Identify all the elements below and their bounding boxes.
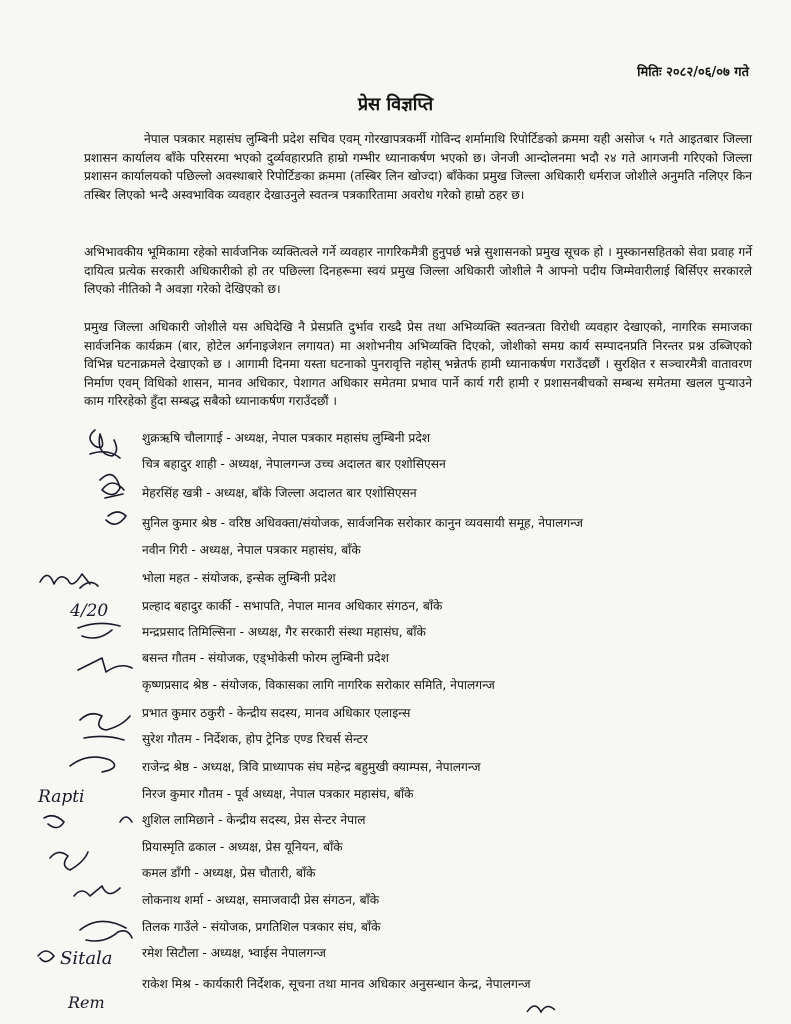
signatory-line: नवीन गिरी - अध्यक्ष, नेपाल पत्रकार महासंघ, बाँके: [142, 543, 361, 557]
date-line: मितिः २०८२/०६/०७ गते: [637, 65, 749, 80]
paragraph-3: प्रमुख जिल्ला अधिकारी जोशीले यस अघिदेखि नै प्रेसप्रति दुर्भाव राख्दै प्रेस तथा अभिव्यक्ति स्वतन्त्रता विरोधी व्यवहार देखाएको, नागरिक समाजका सार्वजनिक कार्यक्रम (बार, होटेल अर्गनाइजेशन लगायत) मा अशोभनीय अभिव्यक्ति दिएको, जोशीको समग्र कार्य सम्पादनप्रति निरन्तर प्रश्न उब्जिएको विभिन्न घटनाक्रमले देखाएको छ । आगामी दिनमा यस्ता घटनाको पुनरावृत्ति नहोस् भन्नेतर्फ हामी ध्यानाकर्षण गराउँदछौं । सुरक्षित र सञ्चारमैत्री वातावरण निर्माण एवम् विधिको शासन, मानव अधिकार, पेशागत अधिकार समेतमा प्रभाव पार्ने कार्य गरी हामी र प्रशासनबीचको सम्बन्ध समेतमा खलल पुऱ्याउने काम गरिरहेको हुँदा सम्बद्ध सबैको ध्यानाकर्षण गराउँदछौं ।: [84, 320, 752, 409]
signatory-line: सुनिल कुमार श्रेष्ठ - वरिष्ठ अधिवक्ता/संयोजक, सार्वजनिक सरोकार कानुन व्यवसायी समूह, नेपालगन्ज: [142, 516, 583, 530]
signature-lettering: Rapti: [38, 787, 85, 807]
signatory-line: रमेश सिटौला - अध्यक्ष, भ्वाईस नेपालगन्ज: [142, 946, 326, 960]
signatory-line: प्रियास्मृति ढकाल - अध्यक्ष, प्रेस यूनियन, बाँके: [142, 840, 343, 854]
signatory-line: सुरेश गौतम - निर्देशक, होप ट्रेनिङ एण्ड रिचर्स सेन्टर: [142, 732, 368, 746]
signature-lettering: 4/20: [70, 601, 109, 621]
signatory-line: शुशिल लामिछाने - केन्द्रीय सदस्य, प्रेस सेन्टर नेपाल: [142, 813, 366, 827]
signatory-line: कृष्णप्रसाद श्रेष्ठ - संयोजक, विकासका लागि नागरिक सरोकार समिति, नेपालगन्ज: [142, 678, 495, 692]
document-title: प्रेस विज्ञप्ति: [357, 94, 434, 115]
signature-lettering: Rem: [68, 993, 105, 1012]
signatory-line: निरज कुमार गौतम - पूर्व अध्यक्ष, नेपाल पत्रकार महासंघ, बाँके: [142, 787, 414, 801]
signatory-line: शुक्रऋषि चौलागाई - अध्यक्ष, नेपाल पत्रकार महासंघ लुम्बिनी प्रदेश: [142, 431, 431, 445]
signatory-line: प्रल्हाद बहादुर कार्की - सभापति, नेपाल मानव अधिकार संगठन, बाँके: [142, 599, 443, 613]
signatory-list: [0, 425, 791, 1020]
signatory-line: तिलक गाउँले - संयोजक, प्रगतिशिल पत्रकार संघ, बाँके: [142, 920, 381, 934]
signature-lettering: Sitala: [60, 948, 113, 969]
signatory-line: मेहरसिंह खत्री - अध्यक्ष, बाँके जिल्ला अदालत बार एशोसिएसन: [142, 486, 417, 500]
signatory-line: कमल डाँगी - अध्यक्ष, प्रेस चौतारी, बाँके: [142, 866, 316, 880]
signatory-line: चित्र बहादुर शाही - अध्यक्ष, नेपालगन्ज उच्च अदालत बार एशोसिएसन: [142, 457, 446, 471]
paragraph-1: नेपाल पत्रकार महासंघ लुम्बिनी प्रदेश सचिव एवम् गोरखापत्रकर्मी गोविन्द शर्मामाथि रिपोर्टिङको क्रममा यही असोज ५ गते आइतबार जिल्ला प्रशासन कार्यालय बाँके परिसरमा भएको दुर्व्यवहारप्रति हाम्रो गम्भीर ध्यानाकर्षण भएको छ। जेनजी आन्दोलनमा भदौ २४ गते आगजनी गरिएको जिल्ला प्रशासन कार्यालयको पछिल्लो अवस्थाबारे रिपोर्टिङका क्रममा (तस्बिर लिन खोज्दा) बाँकेका प्रमुख जिल्ला अधिकारी धर्मराज जोशीले अनुमति नलिएर किन तस्बिर लिएको भन्दै अस्वभाविक व्यवहार देखाउनुले स्वतन्त्र पत्रकारितामा अवरोध गरेको हाम्रो ठहर छ।: [84, 132, 752, 202]
signatory-line: राकेश मिश्र - कार्यकारी निर्देशक, सूचना तथा मानव अधिकार अनुसन्धान केन्द्र, नेपालगन्ज: [142, 977, 531, 991]
signatory-line: मन्द्रप्रसाद तिमिल्सिना - अध्यक्ष, गैर सरकारी संस्था महासंघ, बाँके: [142, 625, 426, 639]
signatory-line: लोकनाथ शर्मा - अध्यक्ष, समाजवादी प्रेस संगठन, बाँके: [142, 893, 380, 907]
signatory-line: बसन्त गौतम - संयोजक, एड्भोकेसी फोरम लुम्बिनी प्रदेश: [142, 651, 389, 665]
paragraph-2: अभिभावकीय भूमिकामा रहेको सार्वजनिक व्यक्तित्वले गर्ने व्यवहार नागरिकमैत्री हुनुपर्छ भन्ने सुशासनको प्रमुख सूचक हो । मुस्कानसहितको सेवा प्रवाह गर्ने दायित्व प्रत्येक सरकारी अधिकारीको हो तर पछिल्ला दिनहरूमा स्वयं प्रमुख जिल्ला अधिकारी जोशीले नै आफ्नो पदीय जिम्मेवारीलाई बिर्सिएर सरकारले लिएको नीतिको नै अवज्ञा गरेको देखिएको छ।: [84, 245, 752, 297]
signatory-line: भोला महत - संयोजक, इन्सेक लुम्बिनी प्रदेश: [142, 571, 336, 585]
signatory-line: प्रभात कुमार ठकुरी - केन्द्रीय सदस्य, मानव अधिकार एलाइन्स: [142, 706, 411, 720]
signatory-line: राजेन्द्र श्रेष्ठ - अध्यक्ष, त्रिवि प्राध्यापक संघ महेन्द्र बहुमुखी क्याम्पस, नेपालगन्ज: [142, 760, 481, 774]
